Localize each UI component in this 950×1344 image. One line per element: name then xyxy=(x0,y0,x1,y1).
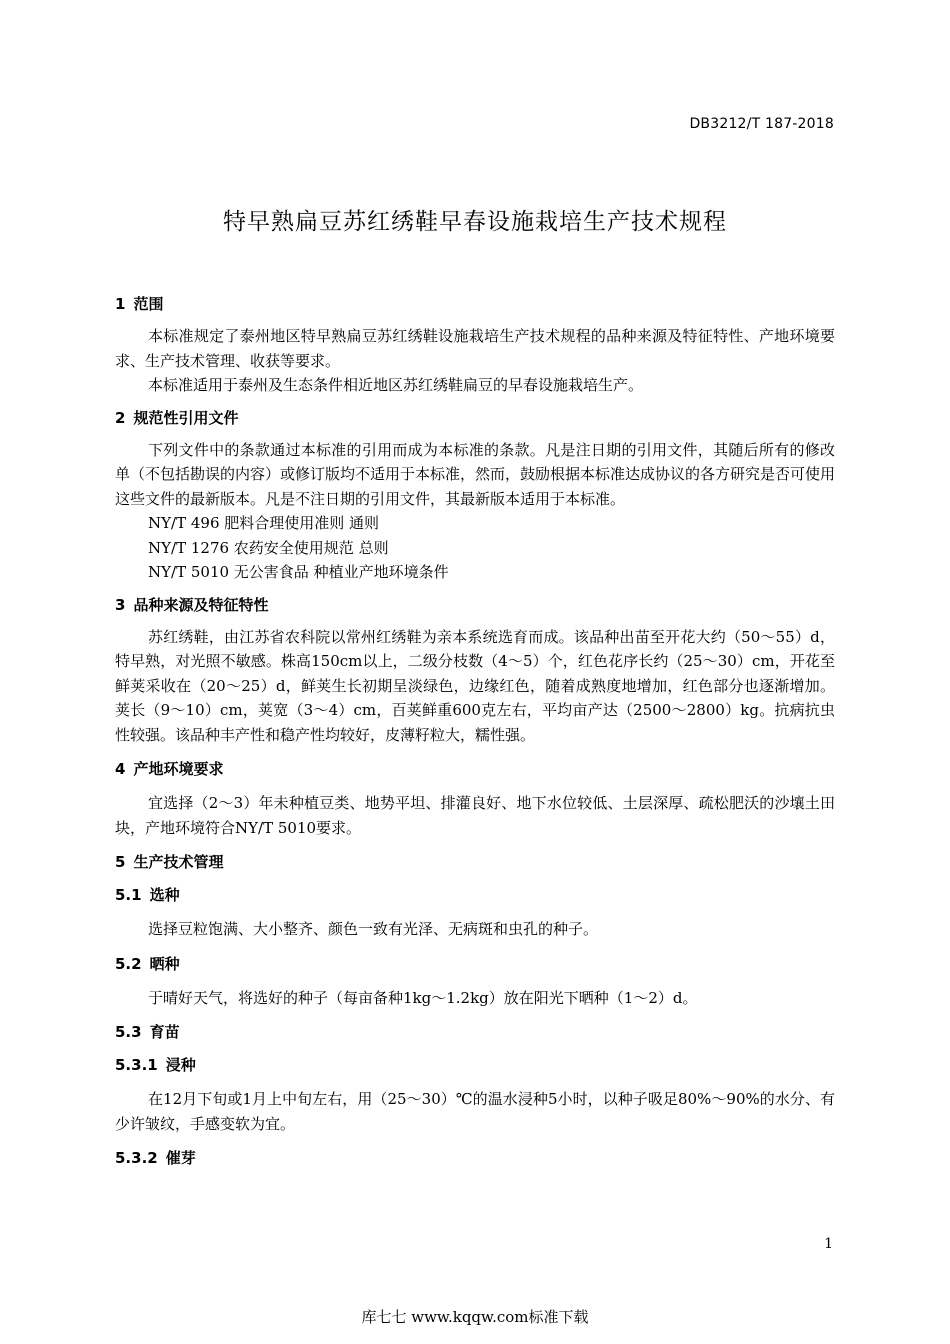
section-3-heading xyxy=(115,594,835,616)
section-title: 生产技术管理 xyxy=(133,853,224,871)
section-number: 5.2 xyxy=(115,954,142,973)
section-1-heading xyxy=(115,293,835,315)
section-5-2-heading xyxy=(115,953,835,975)
document-code: DB3212/T 187-2018 xyxy=(689,116,834,132)
paragraph: 于晴好天气，将选好的种子（每亩备种1kg～1.2kg）放在阳光下晒种（1～2）d。 xyxy=(148,988,698,1007)
document-body xyxy=(115,284,835,1180)
reference-item: NY/T 1276 农药安全使用规范 总则 xyxy=(148,538,389,557)
section-number: 5.3.2 xyxy=(115,1149,158,1167)
reference-item: NY/T 496 肥料合理使用准则 通则 xyxy=(148,514,380,532)
section-title: 浸种 xyxy=(165,1056,196,1074)
section-title: 品种来源及特征特性 xyxy=(133,595,269,614)
paragraph: 苏红绣鞋，由江苏省农科院以常州红绣鞋为亲本系统选育而成。该品种出苗至开花大约（50～55）d，特早熟，对光照不敏感。株高150cm以上，二级分枝数（4～5）个，红色花序长约（25～30）cm，开花至鲜荚采收在（20～25）d，鲜荚生长初期呈淡绿色，边缘红色，随着成熟度地增加，红色部分也逐渐增加。荚长（9～10）cm，荚宽（3～4）cm，百荚鲜重600克左右，平均亩产达（2500～2800）kg。抗病抗虫性较强。该品种丰产性和稳产性均较好，皮薄籽粒大，糯性强。 xyxy=(115,627,835,744)
section-title: 催芽 xyxy=(165,1149,196,1167)
section-number: 5.3 xyxy=(115,1023,142,1041)
section-title: 范围 xyxy=(133,295,164,313)
section-number: 4 xyxy=(115,760,126,778)
section-title: 产地环境要求 xyxy=(133,760,224,778)
paragraph: 选择豆粒饱满、大小整齐、颜色一致有光泽、无病斑和虫孔的种子。 xyxy=(148,920,599,938)
paragraph: 本标准适用于泰州及生态条件相近地区苏红绣鞋扁豆的早春设施栽培生产。 xyxy=(148,376,644,394)
section-title: 晒种 xyxy=(149,954,180,973)
section-title: 育苗 xyxy=(149,1023,180,1041)
footer-watermark: 库七七 www.kqqw.com标准下载 xyxy=(361,1308,589,1326)
section-title: 规范性引用文件 xyxy=(133,408,239,427)
section-number: 5 xyxy=(115,853,126,871)
section-5-3-heading xyxy=(115,1021,835,1043)
section-5-3-2-heading xyxy=(115,1147,835,1169)
section-number: 5.3.1 xyxy=(115,1056,158,1074)
section-number: 3 xyxy=(115,595,126,614)
page-number: 1 xyxy=(824,1236,833,1252)
paragraph: 本标准规定了泰州地区特早熟扁豆苏红绣鞋设施栽培生产技术规程的品种来源及特征特性、产地环境要求、生产技术管理、收获等要求。 xyxy=(115,327,835,370)
section-number: 1 xyxy=(115,295,126,313)
document-title: 特早熟扁豆苏红绣鞋早春设施栽培生产技术规程 xyxy=(223,209,727,235)
paragraph: 在12月下旬或1月上中旬左右，用（25～30）℃的温水浸种5小时，以种子吸足80%～90%的水分、有少许皱纹，手感变软为宜。 xyxy=(115,1090,835,1133)
section-number: 5.1 xyxy=(115,886,142,904)
section-5-3-1-heading xyxy=(115,1054,835,1076)
paragraph: 宜选择（2～3）年未种植豆类、地势平坦、排灌良好、地下水位较低、土层深厚、疏松肥沃的沙壤土田块，产地环境符合NY/T 5010要求。 xyxy=(115,794,835,837)
section-5-1-heading xyxy=(115,884,835,906)
section-number: 2 xyxy=(115,408,126,427)
section-5-heading xyxy=(115,851,835,873)
section-title: 选种 xyxy=(149,886,180,904)
reference-item: NY/T 5010 无公害食品 种植业产地环境条件 xyxy=(148,563,449,581)
section-2-heading xyxy=(115,407,835,429)
section-4-heading xyxy=(115,758,835,780)
paragraph: 下列文件中的条款通过本标准的引用而成为本标准的条款。凡是注日期的引用文件，其随后所有的修改单（不包括勘误的内容）或修订版均不适用于本标准，然而，鼓励根据本标准达成协议的各方研究是否可使用这些文件的最新版本。凡是不注日期的引用文件，其最新版本适用于本标准。 xyxy=(115,440,836,508)
